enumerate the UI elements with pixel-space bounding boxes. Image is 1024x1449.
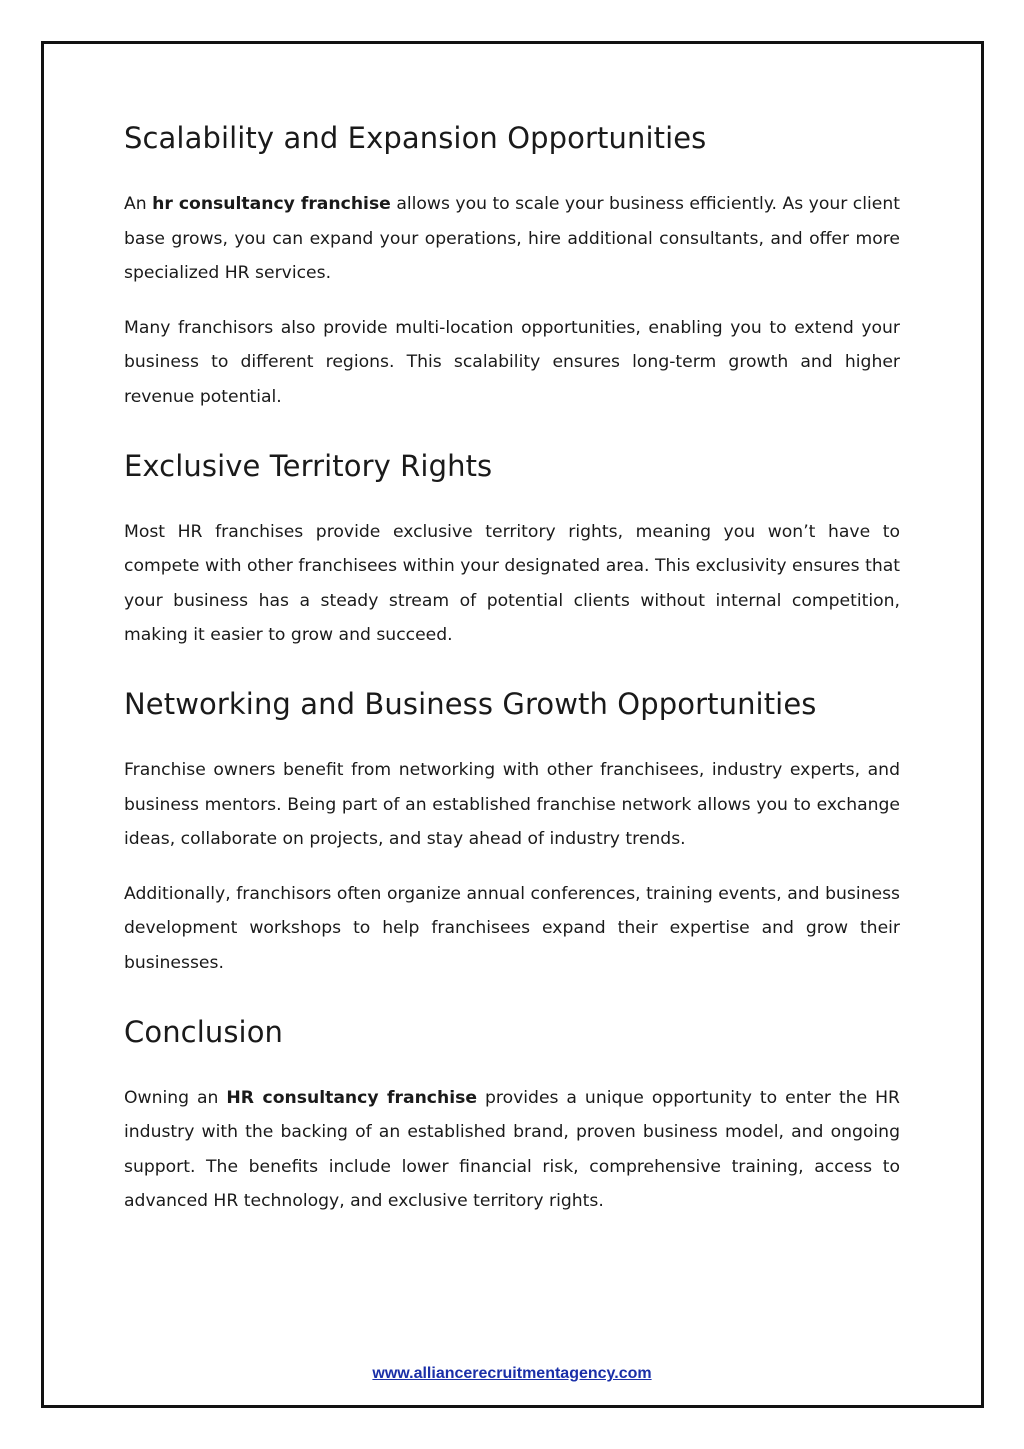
paragraph-text: allows you to scale your business efficiently. As your client base grows, you can expand your operations, hire additional consultants, and offer more specialized HR services.: [124, 194, 900, 284]
paragraph: Franchise owners benefit from networking with other franchisees, industry experts, and business mentors. Being part of an established franchise network allows you to exchange ideas, collaborate on projects, and stay ahead of industry trends.: [124, 759, 900, 850]
section-heading: Scalability and Expansion Opportunities: [124, 121, 707, 155]
section-networking: [124, 684, 900, 981]
website-link[interactable]: www.alliancerecruitmentagency.com: [372, 1365, 652, 1382]
paragraph-text: Owning an: [124, 1087, 227, 1108]
paragraph: Most HR franchises provide exclusive territory rights, meaning you won’t have to compete with other franchisees within your designated area. This exclusivity ensures that your business has a steady stream of potential clients without internal competition, making it easier to grow and succeed.: [124, 521, 900, 646]
section-heading: Networking and Business Growth Opportunities: [124, 686, 817, 721]
paragraph-text: provides a unique opportunity to enter the HR industry with the backing of an established brand, proven business model, and ongoing support. The benefits include lower financial risk, comprehensive training, access to advanced HR technology, and exclusive territory rights.: [124, 1087, 900, 1212]
paragraph: [124, 1081, 900, 1219]
section-scalability: [124, 118, 900, 415]
paragraph: Additionally, franchisors often organize annual conferences, training events, and business development workshops to help franchisees expand their expertise and grow their businesses.: [124, 883, 900, 973]
section-heading: Exclusive Territory Rights: [124, 448, 493, 483]
paragraph-text: An: [124, 194, 153, 214]
paragraph: [124, 187, 900, 291]
bold-keyword: hr consultancy franchise: [152, 194, 391, 214]
paragraph: Many franchisors also provide multi-location opportunities, enabling you to extend your business to different regions. This scalability ensures long-term growth and higher revenue potential.: [124, 317, 900, 407]
section-heading: Conclusion: [124, 1014, 284, 1049]
section-territory-rights: [124, 446, 900, 653]
bold-keyword: HR consultancy franchise: [226, 1087, 478, 1108]
document-body: [124, 118, 900, 1239]
section-conclusion: [124, 1012, 900, 1219]
